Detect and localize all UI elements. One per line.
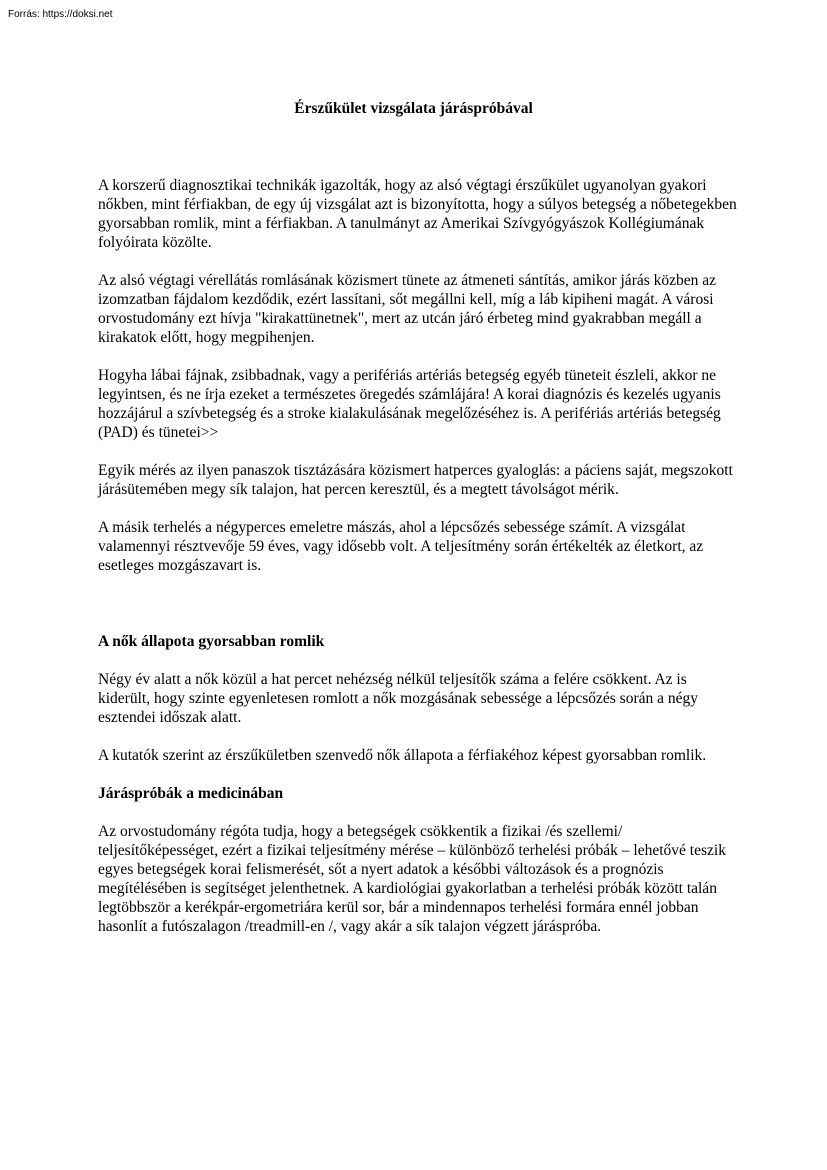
paragraph: Az orvostudomány régóta tudja, hogy a betegségek csökkentik a fizikai /és szellemi/ teljesítőképességet, ezért a fizikai teljesítmény mérése – különböző terhelési próbák – lehetővé teszik egyes betegségek korai felismerését, sőt a nyert adatok a későbbi változások és a prognózis megítélésében is segítséget jelenthetnek. A kardiológiai gyakorlatban a terhelési próbák között talán legtöbbször a kerékpár-ergometriára kerül sor, bár a mindennapos terhelési formára ennél jobban hasonlít a futószalagon /treadmill-en /, vagy akár a sík talajon végzett járáspróba. bbox=[98, 823, 726, 935]
section-heading: Járáspróbák a medicinában bbox=[98, 785, 284, 802]
paragraph: A másik terhelés a négyperces emeletre mászás, ahol a lépcsőzés sebessége számít. A vizsgálat valamennyi résztvevője 59 éves, vagy idősebb volt. A teljesítmény során értékelték az életkort, az esetleges mozgászavart is. bbox=[98, 519, 704, 574]
paragraph: Négy év alatt a nők közül a hat percet nehézség nélkül teljesítők száma a felére csökkent. Az is kiderült, hogy szinte egyenletesen romlott a nők mozgásának sebessége a lépcsőzés során a négy esztendei időszak alatt. bbox=[98, 671, 698, 726]
paragraph: A korszerű diagnosztikai technikák igazolták, hogy az alsó végtagi érszűkület ugyanolyan gyakori nőkben, mint férfiakban, de egy új vizsgálat azt is bizonyította, hogy a súlyos betegség a nőbetegekben gyorsabban romlik, mint a férfiakban. A tanulmányt az Amerikai Szívgyógyászok Kollégiumának folyóirata közölte. bbox=[98, 177, 737, 251]
article-body bbox=[98, 176, 738, 936]
paragraph: Egyik mérés az ilyen panaszok tisztázására közismert hatperces gyaloglás: a páciens saját, megszokott járásütemében megy sík talajon, hat percen keresztül, és a megtett távolságot mérik. bbox=[98, 462, 733, 498]
section-heading: A nők állapota gyorsabban romlik bbox=[98, 633, 325, 650]
page-title: Érszűkület vizsgálata járáspróbával bbox=[294, 100, 533, 117]
paragraph: Az alsó végtagi vérellátás romlásának közismert tünete az átmeneti sántítás, amikor járás közben az izomzatban fájdalom kezdődik, ezért lassítani, sőt megállni kell, míg a láb kipiheni magát. A városi orvostudomány ezt hívja "kirakattünetnek", mert az utcán járó érbeteg mind gyakrabban megáll a kirakatok előtt, hogy megpihenjen. bbox=[98, 272, 717, 346]
paragraph: A kutatók szerint az érszűkületben szenvedő nők állapota a férfiakéhoz képest gyorsabban romlik. bbox=[98, 747, 707, 764]
paragraph: Hogyha lábai fájnak, zsibbadnak, vagy a perifériás artériás betegség egyéb tüneteit észleli, akkor ne legyintsen, és ne írja ezeket a természetes öregedés számlájára! A korai diagnózis és kezelés ugyanis hozzájárul a szívbetegség és a stroke kialakulásának megelőzéséhez is. A perifériás artériás betegség (PAD) és tünetei>> bbox=[98, 367, 721, 441]
source-line: Forrás: https://doksi.net bbox=[8, 9, 113, 20]
